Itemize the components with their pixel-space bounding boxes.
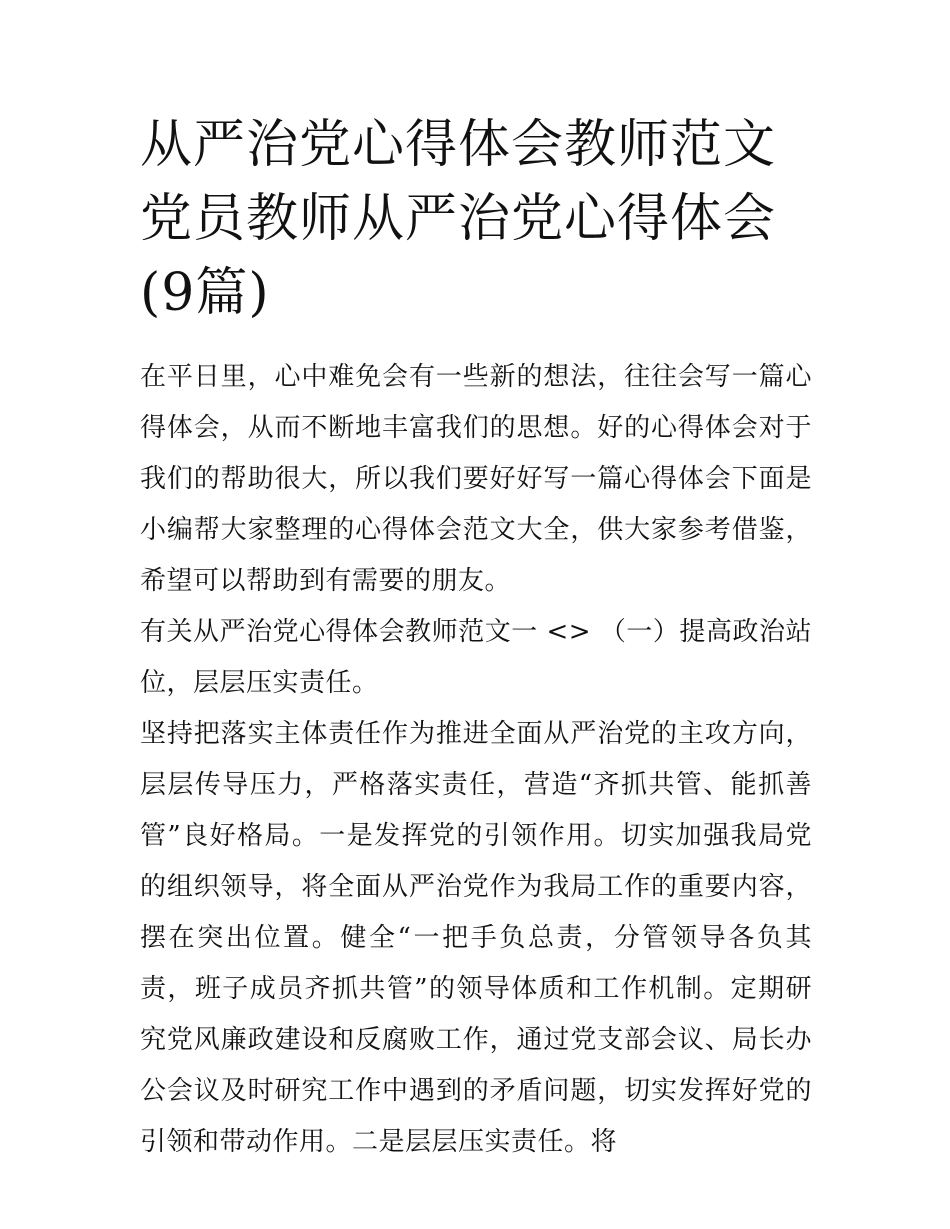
intro-paragraph: 在平日里，心中难免会有一些新的想法，往往会写一篇心得体会，从而不断地丰富我们的思想。好的心得体会对于我们的帮助很大，所以我们要好好写一篇心得体会下面是小编帮大家整理的心得体会范文大全，供大家参考借鉴，希望可以帮助到有需要的朋友。: [140, 362, 812, 596]
document-body: [140, 352, 812, 1168]
body-paragraph: 坚持把落实主体责任作为推进全面从严治党的主攻方向，层层传导压力，严格落实责任，营造“齐抓共管、能抓善管”良好格局。一是发挥党的引领作用。切实加强我局党的组织领导，将全面从严治党作为我局工作的重要内容，摆在突出位置。健全“一把手负总责，分管领导各负其责，班子成员齐抓共管”的领导体质和工作机制。定期研究党风廉政建设和反腐败工作，通过党支部会议、局长办公会议及时研究工作中遇到的矛盾问题，切实发挥好党的引领和带动作用。二是层层压实责任。将: [140, 719, 812, 1157]
document-title: 从严治党心得体会教师范文 党员教师从严治党心得体会(9篇): [140, 115, 777, 323]
document-content: [140, 108, 812, 1168]
section-heading-paragraph: 有关从严治党心得体会教师范文一 <> （一）提高政治站位，层层压实责任。: [140, 617, 812, 698]
